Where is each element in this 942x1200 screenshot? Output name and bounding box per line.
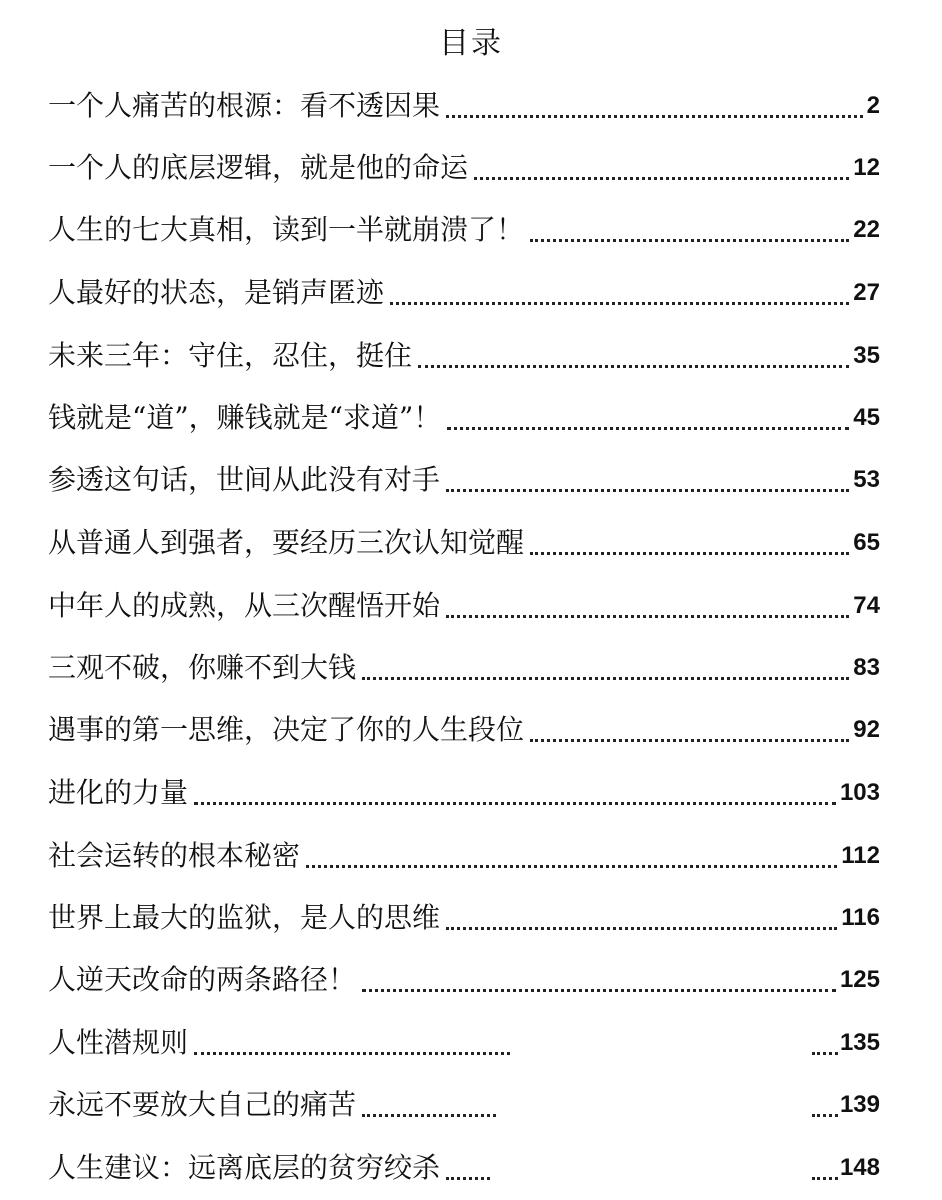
dot-leader	[530, 239, 849, 242]
entry-page-number: 35	[853, 342, 880, 369]
entry-page-number: 45	[853, 404, 880, 431]
dot-leader	[306, 865, 837, 868]
toc-entry[interactable]	[48, 263, 880, 313]
toc-entry[interactable]	[48, 826, 880, 876]
toc-entry[interactable]	[48, 450, 880, 500]
entry-title: 人最好的状态，是销声匿迹	[48, 276, 385, 309]
entry-page-number: 125	[839, 966, 880, 993]
dot-leader	[362, 989, 836, 992]
entry-title: 人生的七大真相，读到一半就崩溃了！	[48, 213, 525, 246]
toc-entry[interactable]	[48, 700, 880, 750]
entry-page-number: 148	[839, 1154, 880, 1181]
entry-page-number: 135	[839, 1029, 880, 1056]
dot-leader	[362, 677, 849, 680]
entry-title: 未来三年：守住，忍住，挺住	[48, 339, 413, 372]
entry-page-number: 53	[853, 466, 880, 493]
entry-page-number: 22	[853, 216, 880, 243]
entry-page-number: 139	[839, 1091, 880, 1118]
entry-page-number: 103	[839, 779, 880, 806]
dot-leader	[530, 552, 849, 555]
entry-title: 永远不要放大自己的痛苦	[48, 1088, 357, 1121]
entry-title: 遇事的第一思维，决定了你的人生段位	[48, 713, 525, 746]
toc-entry[interactable]	[48, 1138, 880, 1188]
dot-leader	[474, 177, 849, 180]
dot-leader	[812, 1177, 838, 1180]
entry-title: 进化的力量	[48, 776, 189, 809]
entry-title: 人性潜规则	[48, 1026, 189, 1059]
dot-leader	[446, 1177, 490, 1180]
entry-title: 参透这句话，世间从此没有对手	[48, 463, 441, 496]
toc-entry[interactable]	[48, 1075, 880, 1125]
toc-entry[interactable]	[48, 200, 880, 250]
entry-title: 三观不破，你赚不到大钱	[48, 651, 357, 684]
dot-leader	[812, 1052, 838, 1055]
dot-leader	[446, 927, 837, 930]
dot-leader	[446, 489, 849, 492]
entry-title: 从普通人到强者，要经历三次认知觉醒	[48, 526, 525, 559]
entry-page-number: 27	[853, 279, 880, 306]
entry-page-number: 12	[853, 154, 880, 181]
entry-title: 一个人痛苦的根源：看不透因果	[48, 89, 441, 122]
toc-entry[interactable]	[48, 326, 880, 376]
dot-leader	[194, 1052, 510, 1055]
entry-page-number: 74	[853, 592, 880, 619]
toc-entry[interactable]	[48, 763, 880, 813]
entry-title: 人逆天改命的两条路径！	[48, 963, 357, 996]
entry-title: 一个人的底层逻辑，就是他的命运	[48, 151, 469, 184]
entry-page-number: 65	[853, 529, 880, 556]
toc-entry[interactable]	[48, 138, 880, 188]
dot-leader	[446, 115, 863, 118]
toc-entry[interactable]	[48, 1013, 880, 1063]
toc-title: 目录	[439, 26, 503, 61]
toc-entry[interactable]	[48, 638, 880, 688]
dot-leader	[418, 365, 849, 368]
entry-page-number: 83	[853, 654, 880, 681]
dot-leader	[812, 1114, 838, 1117]
dot-leader	[447, 427, 849, 430]
dot-leader	[390, 302, 849, 305]
entry-title: 钱就是“道”，赚钱就是“求道”！	[48, 401, 442, 434]
toc-entry[interactable]	[48, 950, 880, 1000]
toc-entry[interactable]	[48, 76, 880, 126]
dot-leader	[362, 1114, 496, 1117]
entry-title: 世界上最大的监狱，是人的思维	[48, 901, 441, 934]
dot-leader	[194, 802, 836, 805]
entry-page-number: 2	[866, 92, 880, 119]
toc-entry[interactable]	[48, 513, 880, 563]
entry-title: 中年人的成熟，从三次醒悟开始	[48, 589, 441, 622]
toc-entry[interactable]	[48, 888, 880, 938]
dot-leader	[530, 739, 849, 742]
entry-title: 人生建议：远离底层的贫穷绞杀	[48, 1151, 441, 1184]
dot-leader	[446, 615, 849, 618]
entry-page-number: 112	[841, 842, 880, 869]
entry-title: 社会运转的根本秘密	[48, 839, 301, 872]
toc-entry[interactable]	[48, 388, 880, 438]
entry-page-number: 116	[841, 904, 880, 931]
entry-page-number: 92	[853, 716, 880, 743]
toc-entry[interactable]	[48, 576, 880, 626]
